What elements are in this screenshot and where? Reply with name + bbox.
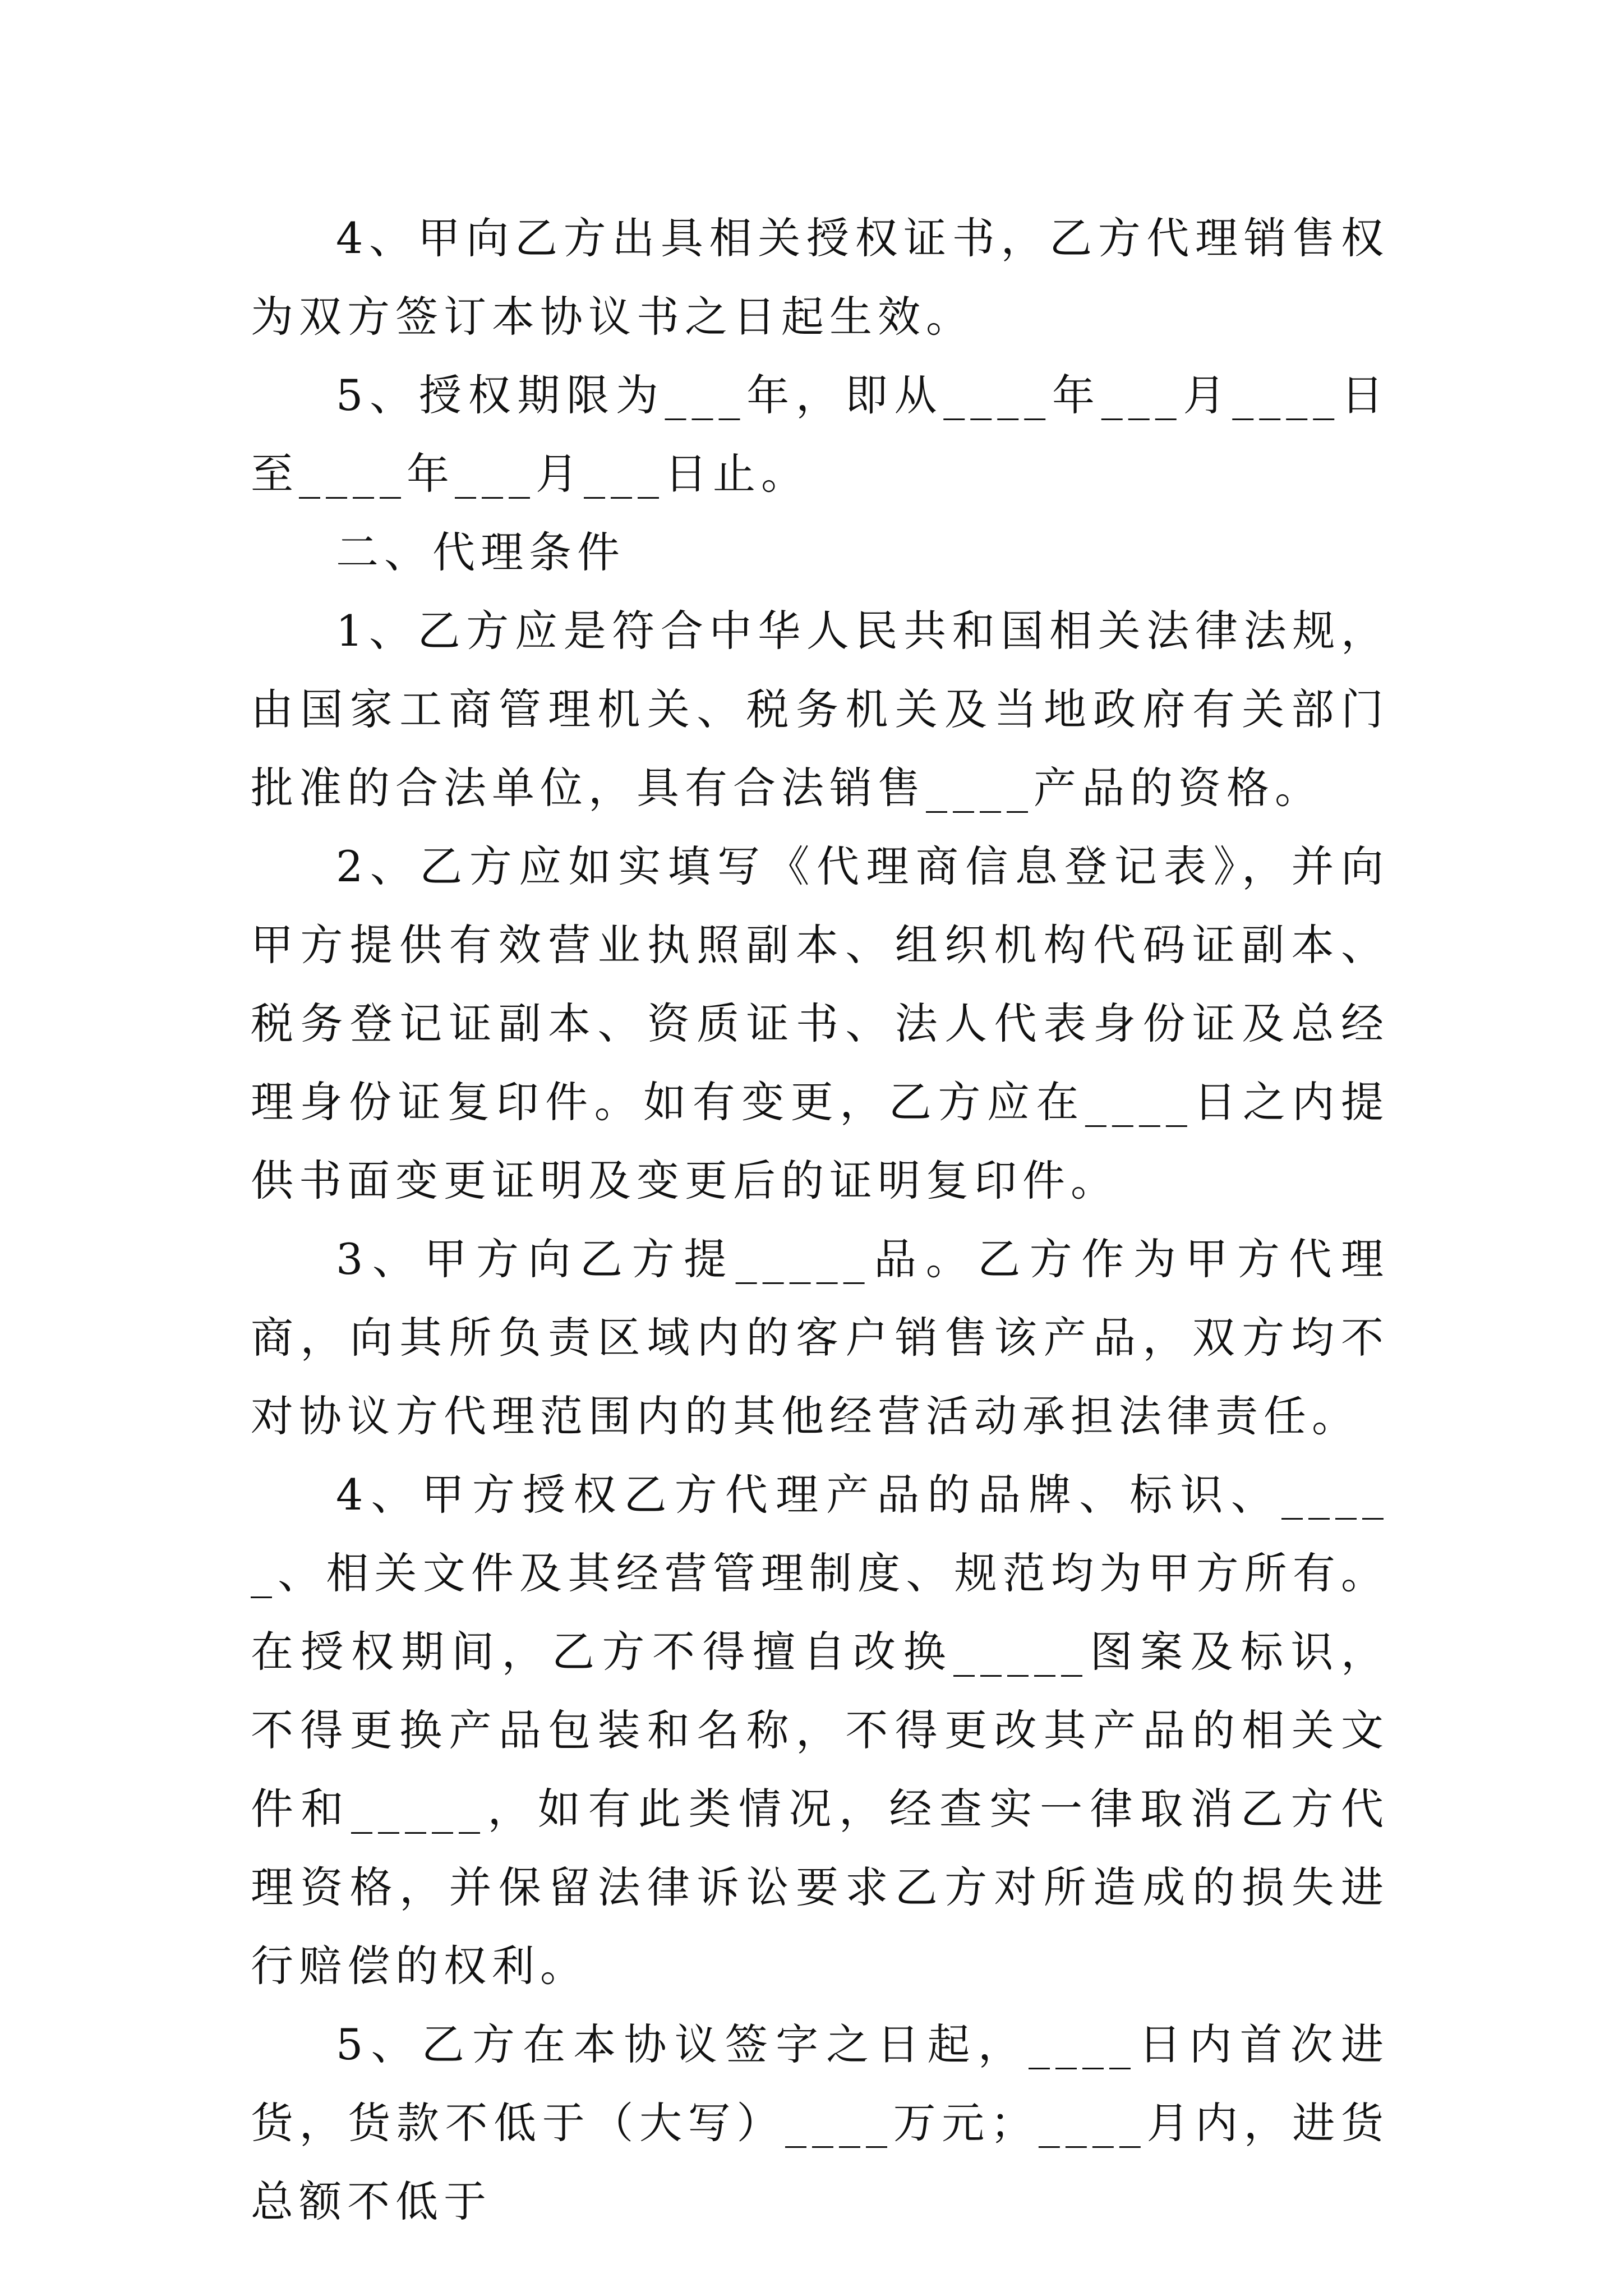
section-heading-agency-conditions: 二、代理条件 (336, 527, 625, 577)
document-body (251, 199, 1389, 2241)
paragraph-brand-ownership: 4、甲方授权乙方代理产品的品牌、标识、_____、相关文件及其经营管理制度、规范均为甲方所有。在授权期间，乙方不得擅自改换_____图案及标识，不得更换产品包装和名称，不得更改其产品的相关文件和_____，如有此类情况，经查实一律取消乙方代理资格，并保留法律诉讼要求乙方对所造成的损失进行赔偿的权利。 (251, 1470, 1389, 1991)
paragraph-authorization-term: 5、授权期限为___年，即从____年___月____日至____年___月___日止。 (251, 370, 1389, 499)
paragraph-first-purchase: 5、乙方在本协议签字之日起，____日内首次进货，货款不低于（大写）____万元；____月内，进货总额不低于 (251, 2019, 1389, 2226)
paragraph-authorization-effective: 4、甲向乙方出具相关授权证书，乙方代理销售权为双方签订本协议书之日起生效。 (251, 213, 1389, 342)
paragraph-legal-entity: 1、乙方应是符合中华人民共和国相关法律法规，由国家工商管理机关、税务机关及当地政府有关部门批准的合法单位，具有合法销售____产品的资格。 (251, 606, 1389, 813)
paragraph-product-supply: 3、甲方向乙方提_____品。乙方作为甲方代理商，向其所负责区域内的客户销售该产品，双方均不对协议方代理范围内的其他经营活动承担法律责任。 (251, 1234, 1389, 1441)
paragraph-registration-documents: 2、乙方应如实填写《代理商信息登记表》，并向甲方提供有效营业执照副本、组织机构代码证副本、税务登记证副本、资质证书、法人代表身份证及总经理身份证复印件。如有变更，乙方应在____日之内提供书面变更证明及变更后的证明复印件。 (251, 841, 1389, 1205)
